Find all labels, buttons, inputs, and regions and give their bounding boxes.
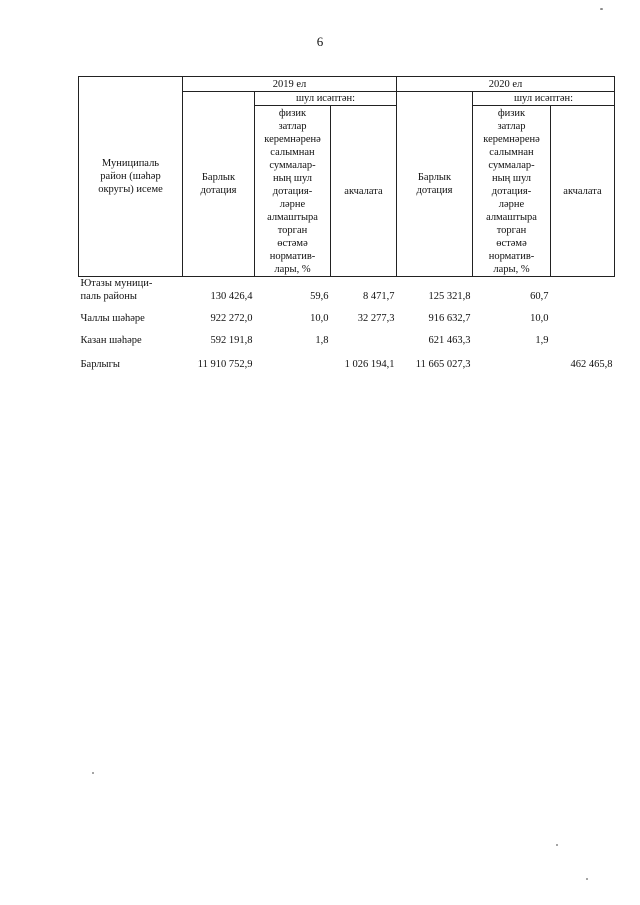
cell-cash-2019: 1 026 194,1 (344, 359, 395, 370)
header-cash-2020: акчалата (551, 106, 615, 277)
scan-speck (556, 844, 558, 846)
subsidy-table (78, 76, 615, 371)
cell-norm-2019: 1,8 (315, 335, 329, 346)
scan-speck (92, 772, 94, 774)
table-row (79, 277, 615, 304)
cell-cash-2019: 32 277,3 (357, 313, 395, 324)
table-row (79, 325, 615, 347)
header-total-2020: Барлык дотация (397, 92, 473, 277)
cell-total-2019: 130 426,4 (210, 291, 253, 302)
cell-norm-2020 (473, 347, 551, 371)
header-norm-2019: физик затлар керемнәренә салымнан суммалар- ның шул дотация- ләрне алмаштыра торган өстәмә норматив- лары, % (255, 106, 331, 277)
table-row (79, 303, 615, 325)
cell-cash-2020: 462 465,8 (570, 359, 613, 370)
header-cash-2019: акчалата (331, 106, 397, 277)
cell-cash-2020 (551, 277, 615, 304)
cell-cash-2019: 8 471,7 (363, 291, 395, 302)
cell-total-2020: 11 665 027,3 (415, 359, 471, 370)
cell-norm-2019 (255, 347, 331, 371)
cell-norm-2020: 60,7 (530, 291, 549, 302)
cell-cash-2020 (551, 303, 615, 325)
page-number: 6 (316, 34, 324, 49)
header-year-2020: 2020 ел (397, 77, 615, 92)
header-municipality: Муниципаль район (шәһәр округы) исеме (79, 77, 183, 277)
row-name: Казан шәһәре (80, 335, 142, 346)
header-including-2020: шул исәптән: (473, 92, 615, 106)
cell-cash-2019 (331, 325, 397, 347)
scan-speck (600, 8, 603, 10)
cell-norm-2019: 10,0 (310, 313, 329, 324)
row-name: Чаллы шәһәре (80, 313, 145, 324)
cell-total-2019: 922 272,0 (210, 313, 253, 324)
cell-norm-2020: 1,9 (535, 335, 549, 346)
row-name: Ютазы муници- паль районы (80, 278, 153, 302)
header-norm-2020: физик затлар керемнәренә салымнан суммалар- ның шул дотация- ләрне алмаштыра торган өстәмә норматив- лары, % (473, 106, 551, 277)
cell-total-2020: 916 632,7 (428, 313, 471, 324)
cell-total-2019: 592 191,8 (210, 335, 253, 346)
cell-total-2020: 621 463,3 (428, 335, 471, 346)
scan-speck (586, 878, 588, 880)
cell-cash-2020 (551, 325, 615, 347)
cell-total-2019: 11 910 752,9 (197, 359, 253, 370)
header-year-2019: 2019 ел (183, 77, 397, 92)
cell-total-2020: 125 321,8 (428, 291, 471, 302)
row-name: Барлыгы (80, 359, 120, 370)
cell-norm-2020: 10,0 (530, 313, 549, 324)
header-total-2019: Барлык дотация (183, 92, 255, 277)
table-row-total (79, 347, 615, 371)
header-including-2019: шул исәптән: (255, 92, 397, 106)
cell-norm-2019: 59,6 (310, 291, 329, 302)
